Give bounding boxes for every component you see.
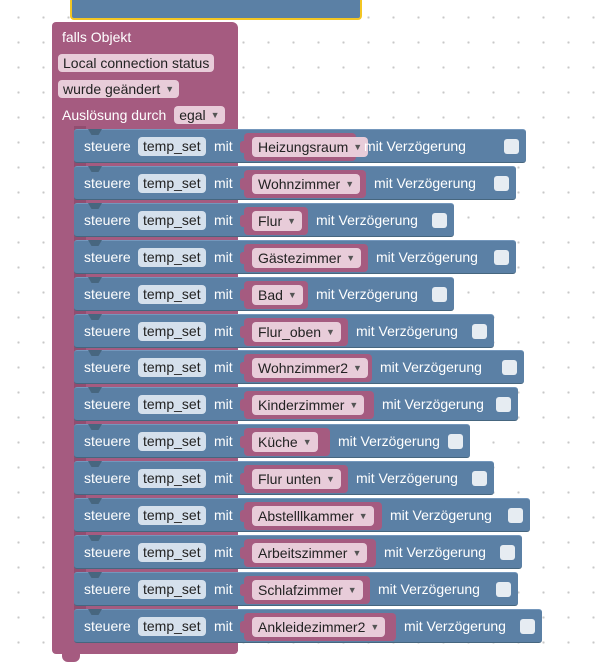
delay-label: mit Verzögerung — [374, 175, 476, 191]
variable-field[interactable]: temp_set — [138, 248, 206, 267]
delay-label: mit Verzögerung — [316, 212, 418, 228]
steuere-block[interactable] — [74, 387, 518, 421]
room-name: Schlafzimmer — [258, 582, 343, 598]
checkbox-icon[interactable] — [508, 508, 523, 523]
mit-label: mit — [214, 433, 233, 449]
variable-field[interactable]: temp_set — [138, 395, 206, 414]
room-dropdown[interactable] — [252, 543, 367, 563]
room-dropdown[interactable] — [252, 617, 385, 637]
room-value-block[interactable] — [244, 502, 382, 530]
room-dropdown[interactable] — [252, 506, 374, 526]
steuere-label: steuere — [84, 470, 131, 486]
room-dropdown[interactable] — [252, 285, 303, 305]
variable-field[interactable]: temp_set — [138, 506, 206, 525]
dropdown-arrow-icon: ▼ — [353, 142, 363, 153]
room-name: Ankleidezimmer2 — [258, 619, 366, 635]
steuere-label: steuere — [84, 396, 131, 412]
room-name: Kinderzimmer — [258, 397, 345, 413]
partially-visible-block[interactable] — [70, 0, 362, 20]
mit-label: mit — [214, 323, 233, 339]
dropdown-arrow-icon: ▼ — [302, 437, 312, 448]
room-dropdown[interactable] — [252, 469, 341, 489]
steuere-block[interactable] — [74, 572, 518, 606]
delay-label: mit Verzögerung — [378, 581, 480, 597]
mit-label: mit — [214, 212, 233, 228]
room-dropdown[interactable] — [252, 174, 360, 194]
mit-label: mit — [214, 581, 233, 597]
steuere-label: steuere — [84, 138, 131, 154]
steuere-label: steuere — [84, 249, 131, 265]
checkbox-icon[interactable] — [432, 213, 447, 228]
delay-label: mit Verzögerung — [356, 470, 458, 486]
variable-field[interactable]: temp_set — [138, 211, 206, 230]
room-dropdown[interactable] — [252, 248, 361, 268]
room-name: Wohnzimmer — [258, 176, 341, 192]
mit-label: mit — [214, 470, 233, 486]
mit-label: mit — [214, 544, 233, 560]
room-name: Abstelllkammer — [258, 508, 354, 524]
room-name: Flur — [258, 213, 283, 229]
steuere-block[interactable] — [74, 498, 530, 532]
steuere-label: steuere — [84, 544, 131, 560]
steuere-label: steuere — [84, 507, 131, 523]
steuere-block[interactable] — [74, 203, 454, 237]
steuere-block[interactable] — [74, 461, 494, 495]
variable-field[interactable]: temp_set — [138, 432, 206, 451]
room-value-block[interactable] — [244, 244, 368, 272]
steuere-block[interactable] — [74, 129, 526, 163]
mit-label: mit — [214, 618, 233, 634]
room-name: Küche — [258, 434, 298, 450]
delay-label: mit Verzögerung — [404, 618, 506, 634]
checkbox-icon[interactable] — [496, 397, 511, 412]
steuere-block[interactable] — [74, 350, 524, 384]
steuere-block[interactable] — [74, 277, 454, 311]
delay-label: mit Verzögerung — [338, 433, 440, 449]
room-value-block[interactable] — [244, 539, 376, 567]
room-value-block[interactable] — [244, 391, 374, 419]
steuere-label: steuere — [84, 618, 131, 634]
variable-field[interactable]: temp_set — [138, 137, 206, 156]
dropdown-arrow-icon: ▼ — [347, 585, 357, 596]
event-block-bottom — [74, 645, 238, 651]
dropdown-arrow-icon: ▼ — [287, 290, 297, 301]
checkbox-icon[interactable] — [448, 434, 463, 449]
room-dropdown[interactable] — [252, 432, 318, 452]
checkbox-icon[interactable] — [496, 582, 511, 597]
room-value-block[interactable] — [244, 613, 396, 641]
delay-label: mit Verzögerung — [376, 249, 478, 265]
room-value-block[interactable] — [244, 465, 348, 493]
steuere-block[interactable] — [74, 424, 470, 458]
dropdown-arrow-icon: ▼ — [326, 474, 335, 485]
steuere-block[interactable] — [74, 166, 516, 200]
delay-label: mit Verzögerung — [356, 323, 458, 339]
delay-label: mit Verzögerung — [382, 396, 484, 412]
variable-field[interactable]: temp_set — [138, 174, 206, 193]
delay-label: mit Verzögerung — [390, 507, 492, 523]
room-name: Gästezimmer — [258, 250, 342, 266]
checkbox-icon[interactable] — [494, 250, 509, 265]
room-name: Flur unten — [258, 471, 322, 487]
variable-field[interactable]: temp_set — [138, 580, 206, 599]
steuere-label: steuere — [84, 212, 131, 228]
trigger-value: egal — [179, 107, 206, 123]
room-dropdown[interactable] — [252, 137, 368, 157]
steuere-label: steuere — [84, 581, 131, 597]
dropdown-arrow-icon: ▼ — [165, 84, 175, 95]
condition-value: wurde geändert — [63, 81, 161, 97]
dropdown-arrow-icon: ▼ — [210, 110, 220, 121]
mit-label: mit — [214, 175, 233, 191]
room-dropdown[interactable] — [252, 358, 368, 378]
trigger-label: Auslösung durch — [62, 107, 167, 123]
dropdown-arrow-icon: ▼ — [326, 327, 335, 338]
trigger-dropdown[interactable] — [174, 106, 224, 124]
delay-label: mit Verzögerung — [380, 359, 482, 375]
checkbox-icon[interactable] — [520, 619, 535, 634]
steuere-block[interactable] — [74, 609, 542, 643]
variable-field[interactable]: temp_set — [138, 358, 206, 377]
mit-label: mit — [214, 286, 233, 302]
room-dropdown[interactable] — [252, 211, 302, 231]
steuere-block[interactable] — [74, 535, 522, 569]
room-name: Wohnzimmer2 — [258, 360, 348, 376]
delay-label: mit Verzögerung — [316, 286, 418, 302]
dropdown-arrow-icon: ▼ — [370, 622, 380, 633]
mit-label: mit — [214, 507, 233, 523]
mit-label: mit — [214, 138, 233, 154]
dropdown-arrow-icon: ▼ — [349, 400, 359, 411]
room-value-block[interactable] — [244, 170, 366, 198]
checkbox-icon[interactable] — [502, 360, 517, 375]
mit-label: mit — [214, 249, 233, 265]
checkbox-icon[interactable] — [500, 545, 515, 560]
room-dropdown[interactable] — [252, 322, 341, 342]
room-name: Flur_oben — [258, 324, 322, 340]
room-name: Arbeitszimmer — [258, 545, 348, 561]
room-value-block[interactable] — [244, 318, 348, 346]
steuere-label: steuere — [84, 433, 131, 449]
delay-label: mit Verzögerung — [384, 544, 486, 560]
room-value-block[interactable] — [244, 133, 363, 161]
room-value-block[interactable] — [244, 281, 308, 309]
dropdown-arrow-icon: ▼ — [358, 511, 368, 522]
room-name: Bad — [258, 287, 283, 303]
dropdown-arrow-icon: ▼ — [345, 179, 355, 190]
variable-field[interactable]: temp_set — [138, 322, 206, 341]
steuere-block[interactable] — [74, 314, 494, 348]
room-value-block[interactable] — [244, 428, 330, 456]
steuere-block[interactable] — [74, 240, 516, 274]
variable-field[interactable]: temp_set — [138, 543, 206, 562]
steuere-label: steuere — [84, 359, 131, 375]
dropdown-arrow-icon: ▼ — [346, 253, 356, 264]
room-dropdown[interactable] — [252, 395, 364, 415]
variable-field[interactable]: temp_set — [138, 285, 206, 304]
checkbox-icon[interactable] — [472, 324, 487, 339]
checkbox-icon[interactable] — [432, 287, 447, 302]
room-value-block[interactable] — [244, 207, 308, 235]
dropdown-arrow-icon: ▼ — [287, 216, 297, 227]
mit-label: mit — [214, 359, 233, 375]
falls-objekt-label: falls Objekt — [62, 29, 132, 45]
variable-field[interactable]: temp_set — [138, 617, 206, 636]
condition-dropdown[interactable] — [58, 80, 179, 98]
steuere-label: steuere — [84, 286, 131, 302]
object-id-field[interactable]: Local connection status — [58, 54, 214, 72]
steuere-label: steuere — [84, 323, 131, 339]
checkbox-icon[interactable] — [472, 471, 487, 486]
room-dropdown[interactable] — [252, 580, 363, 600]
room-value-block[interactable] — [244, 354, 372, 382]
room-name: Heizungsraum — [258, 139, 349, 155]
room-value-block[interactable] — [244, 576, 370, 604]
dropdown-arrow-icon: ▼ — [352, 548, 362, 559]
variable-field[interactable]: temp_set — [138, 469, 206, 488]
checkbox-icon[interactable] — [504, 139, 519, 154]
delay-label: mit Verzögerung — [364, 138, 466, 154]
dropdown-arrow-icon: ▼ — [353, 363, 362, 374]
steuere-label: steuere — [84, 175, 131, 191]
mit-label: mit — [214, 396, 233, 412]
checkbox-icon[interactable] — [494, 176, 509, 191]
